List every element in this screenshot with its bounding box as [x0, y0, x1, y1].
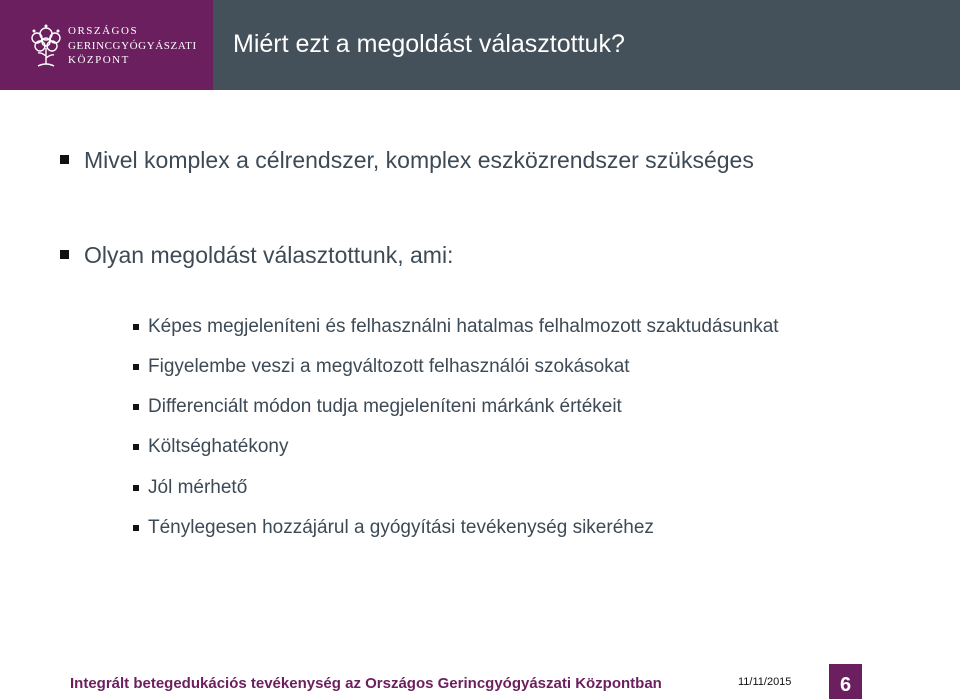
logo-line-1: ORSZÁGOS [68, 25, 139, 37]
title-bar [213, 0, 960, 90]
sub-bullet-text: Figyelembe veszi a megváltozott felhasználói szokásokat [148, 356, 630, 377]
sub-bullet-text: Jól mérhető [148, 477, 248, 498]
sub-bullet-marker [133, 485, 139, 491]
sub-bullet-text: Képes megjeleníteni és felhasználni hatalmas felhalmozott szaktudásunkat [148, 316, 779, 337]
logo-line-3: KÖZPONT [68, 54, 130, 66]
logo-wordmark [68, 24, 197, 68]
sub-bullet-marker [133, 404, 139, 410]
sub-bullet-text: Differenciált módon tudja megjeleníteni márkánk értékeit [148, 396, 622, 417]
bullet-marker [60, 250, 69, 259]
sub-bullet-marker [133, 364, 139, 370]
sub-bullet-text: Ténylegesen hozzájárul a gyógyítási tevékenység sikeréhez [148, 517, 654, 538]
bullet-text: Olyan megoldást választottunk, ami: [84, 242, 454, 268]
bullet-marker [60, 155, 69, 164]
tree-icon [28, 22, 64, 68]
bullet-text: Mivel komplex a célrendszer, komplex eszközrendszer szükséges [84, 147, 754, 173]
sub-bullet-marker [133, 444, 139, 450]
sub-bullet-text: Költséghatékony [148, 436, 289, 457]
logo-panel [0, 0, 213, 90]
footer-date: 11/11/2015 [738, 676, 792, 688]
footer-title: Integrált betegedukációs tevékenység az Országos Gerincgyógyászati Központban [70, 675, 662, 692]
sub-bullet-marker [133, 525, 139, 531]
page-number-box [829, 664, 862, 699]
page-number: 6 [839, 674, 852, 696]
sub-bullet-marker [133, 324, 139, 330]
logo-line-2: GERINCGYÓGYÁSZATI [68, 39, 197, 52]
slide-title: Miért ezt a megoldást választottuk? [233, 30, 625, 58]
